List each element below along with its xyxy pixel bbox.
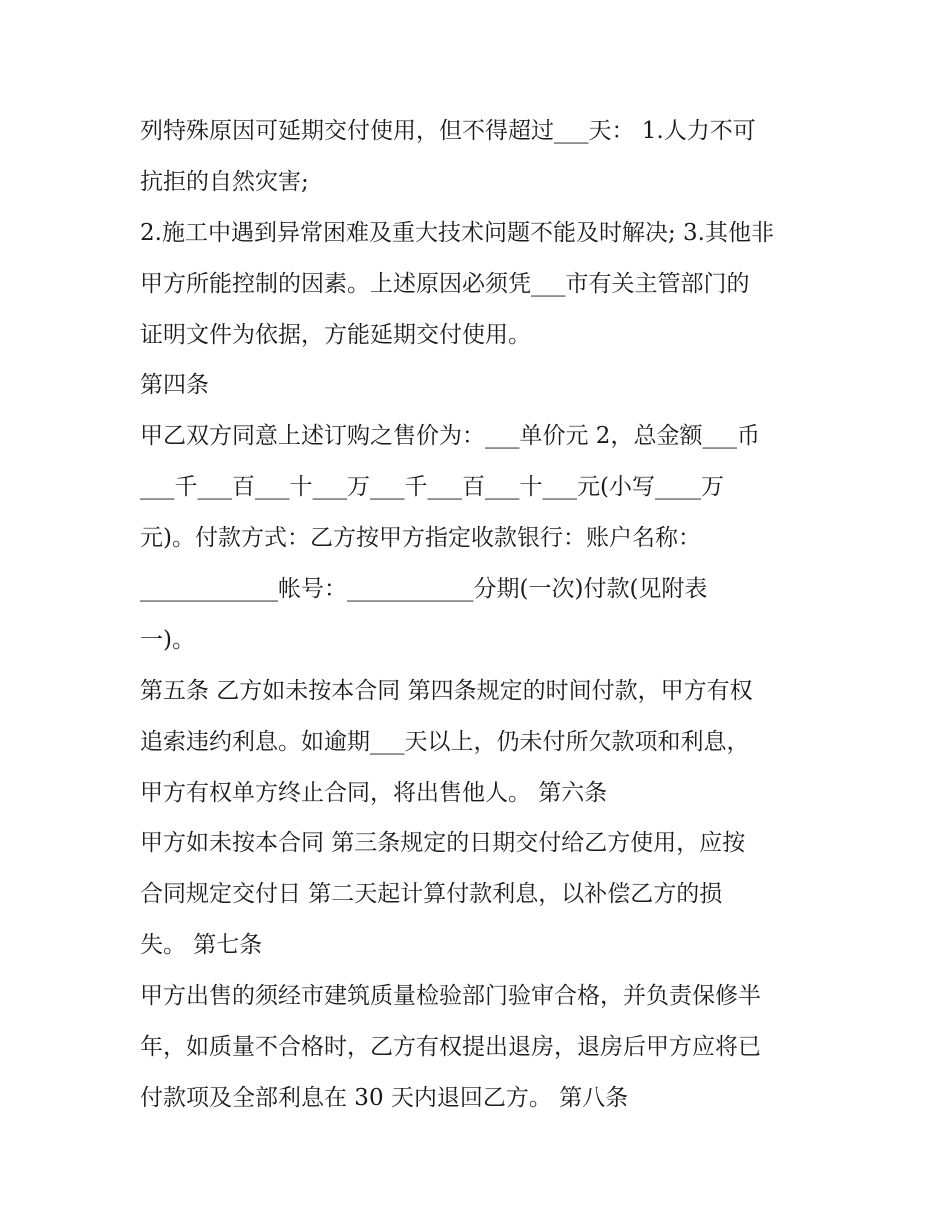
text-line: 列特殊原因可延期交付使用，但不得超过___天： 1.人力不可 (140, 118, 756, 144)
text-line: 证明文件为依据，方能延期交付使用。 (140, 321, 531, 348)
text-line: 失。 第七条 (140, 932, 263, 959)
text-line: 甲乙双方同意上述订购之售价为：___单价元 2，总金额___币 (140, 423, 760, 450)
text-line: 2.施工中遇到异常困难及重大技术问题不能及时解决; 3.其他非 (140, 219, 774, 246)
text-line: 甲方如未按本合同 第三条规定的日期交付给乙方使用，应按 (140, 830, 746, 857)
article-heading: 第四条 (140, 372, 209, 399)
text-line: 年，如质量不合格时，乙方有权提出退房，退房后甲方应将已 (140, 1034, 761, 1061)
text-line: 第五条 乙方如未按本合同 第四条规定的时间付款，甲方有权 (140, 677, 753, 704)
text-line: ___千___百___十___万___千___百___十___元(小写____万 (140, 474, 724, 501)
text-line: 付款项及全部利息在 30 天内退回乙方。 第八条 (140, 1084, 629, 1111)
text-line: 甲方所能控制的因素。上述原因必须凭___市有关主管部门的 (140, 270, 750, 297)
text-line: 甲方出售的须经市建筑质量检验部门验审合格，并负责保修半 (140, 983, 761, 1010)
text-line: 一)。 (140, 626, 195, 653)
text-line: 元)。付款方式：乙方按甲方指定收款银行：账户名称： (140, 525, 701, 552)
contract-text (140, 106, 820, 1124)
text-line: 合同规定交付日 第二天起计算付款利息，以补偿乙方的损 (140, 881, 723, 908)
text-line: 抗拒的自然灾害; (140, 168, 309, 195)
text-line: 甲方有权单方终止合同，将出售他人。 第六条 (140, 779, 608, 806)
text-line: ____________帐号：___________分期(一次)付款(见附表 (140, 576, 708, 603)
text-line: 追索违约利息。如逾期___天以上，仍未付所欠款项和利息， (140, 728, 750, 755)
